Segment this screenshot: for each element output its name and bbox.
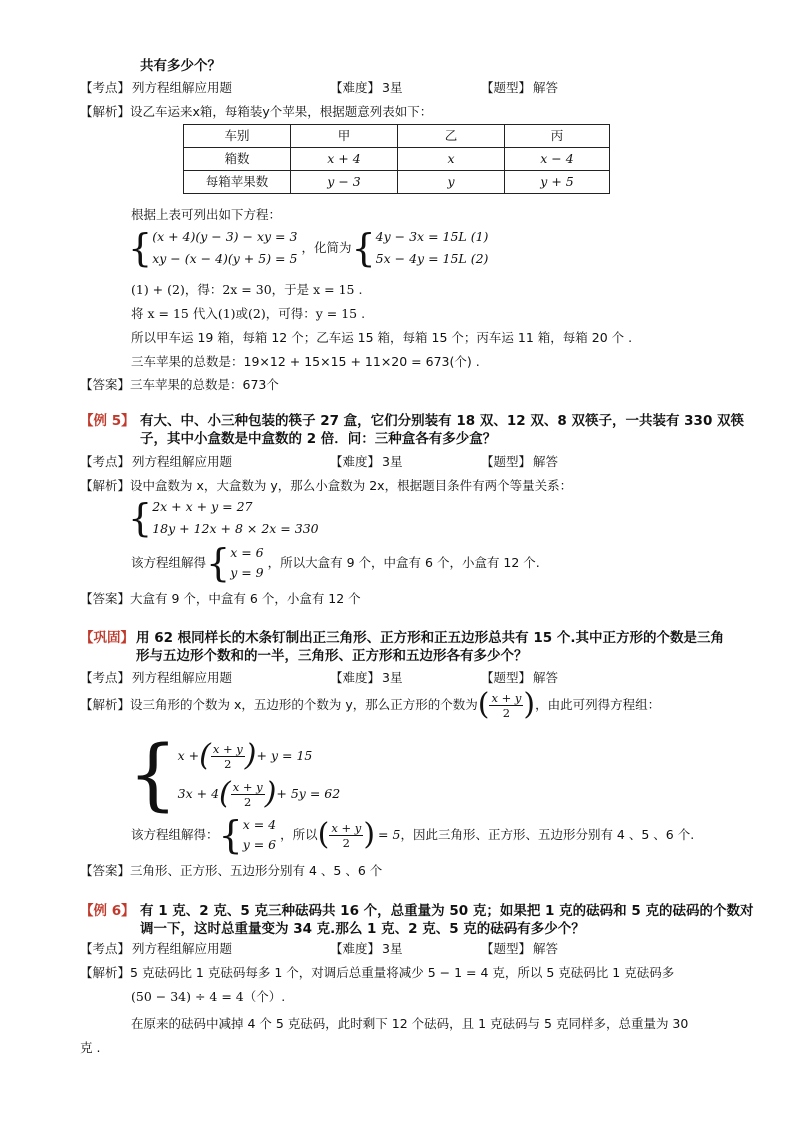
kaodian-value: 列方程组解应用题 [132, 454, 233, 469]
jiexi-text: 设乙车运来x箱，每箱装y个苹果，根据题意列表如下： [130, 104, 433, 119]
jiexi-tag: 【解析】 [80, 697, 131, 713]
paren-icon: ) [244, 738, 257, 773]
analysis-line [80, 965, 674, 981]
paren-icon: ) [363, 817, 376, 852]
table-cell: 每箱苹果数 [184, 171, 291, 194]
solution-line [131, 543, 540, 583]
tixing-tag: 【题型】 [481, 670, 532, 685]
jiexi-text: 5 克砝码比 1 克砝码每多 1 个，对调后总重量将减少 5 − 1 = 4 克，所以 5 克砝码比 1 克砝码多 [130, 965, 675, 980]
nandu-value: 3星 [382, 454, 403, 469]
daan-tag: 【答案】 [80, 377, 131, 392]
equation: x + ( $\frac{x + y}{2}$ ) + y = 15 [177, 738, 313, 773]
equation: xy − (x − 4)(y + 5) = 5 [152, 251, 298, 266]
solution: x = 6 [230, 545, 264, 560]
kaodian-tag: 【考点】 [80, 80, 131, 95]
question-text: 有大、中、小三种包装的筷子 27 盒，它们分别装有 18 双、12 双、8 双筷子，一共装有 330 双筷 [140, 413, 745, 429]
equation: 2x + x + y = 27 [152, 499, 253, 514]
brace-icon: { [351, 226, 376, 270]
example-label: 【例 6】 [80, 903, 135, 919]
meta-row [80, 941, 558, 957]
question-tail: 共有多少个？ [140, 58, 221, 74]
brace-icon: { [206, 541, 231, 585]
paren-icon: ( [477, 687, 490, 722]
analysis-line: 克 . [80, 1040, 101, 1055]
solution: y = 9 [230, 565, 264, 580]
nandu-tag: 【难度】 [330, 941, 381, 956]
kaodian-tag: 【考点】 [80, 941, 131, 956]
consolidation-line2: 形与五边形个数和的一半，三角形、正方形和五边形各有多少个？ [136, 648, 528, 664]
analysis-intro [80, 478, 572, 494]
analysis-line: 在原来的砝码中减掉 4 个 5 克砝码，此时剩下 12 个砝码，且 1 克砝码与 5 克同样多，总重量为 30 [131, 1016, 689, 1031]
paren-icon: ) [523, 687, 536, 722]
answer-row [80, 591, 361, 607]
example-5-line2: 子，其中小盒数是中盒数的 2 倍．问：三种盒各有多少盒？ [140, 431, 497, 447]
tixing-value: 解答 [533, 454, 559, 469]
analysis-line: (1) + (2)，得：2x = 30，于是 x = 15 . [131, 282, 363, 297]
consolidation-line1 [80, 630, 724, 647]
data-table [183, 124, 610, 194]
nandu-tag: 【难度】 [330, 80, 381, 95]
solution-line: 该方程组解得： { x = 4 y = 6 ，所以 ( $\frac{x + y}{2}$ ) = 5 ，因此三角形、正方形、五边形分别有 4 、5 、6 个. [131, 813, 695, 857]
answer-row [80, 377, 279, 393]
analysis-line: 三车苹果的总数是：19×12 + 15×15 + 11×20 = 673(个) . [131, 354, 480, 369]
tixing-tag: 【题型】 [481, 80, 532, 95]
fraction: $\frac{x + y}{2}$ [491, 690, 522, 720]
example-label: 【巩固】 [80, 630, 134, 646]
brace-icon: { [218, 813, 243, 857]
analysis-line: (50 − 34) ÷ 4 = 4（个）. [131, 989, 286, 1004]
nandu-value: 3星 [382, 670, 403, 685]
meta-row [80, 80, 558, 96]
meta-row [80, 454, 558, 470]
table-row [184, 171, 610, 194]
solve-mid: ，所以 [280, 827, 318, 843]
nandu-value: 3星 [382, 941, 403, 956]
tixing-tag: 【题型】 [481, 941, 532, 956]
kaodian-tag: 【考点】 [80, 670, 131, 685]
paren-icon: ( [219, 776, 231, 811]
table-cell: x [398, 148, 505, 171]
jiexi-text: 设三角形的个数为 x，五边形的个数为 y，那么正方形的个数为 [130, 697, 478, 713]
jiexi-tag: 【解析】 [80, 104, 131, 119]
equation: 18y + 12x + 8 × 2x = 330 [152, 521, 319, 536]
solution: x = 4 [242, 817, 277, 832]
kaodian-value: 列方程组解应用题 [132, 941, 233, 956]
analysis-line: 所以甲车运 19 箱，每箱 12 个；乙车运 15 箱，每箱 15 个；丙车运 11 箱，每箱 20 个 . [131, 330, 633, 345]
equation: 3x + 4 ( $\frac{x + y}{2}$ ) + 5y = 62 [177, 776, 341, 811]
kaodian-tag: 【考点】 [80, 454, 131, 469]
jiexi-tag: 【解析】 [80, 478, 131, 493]
jiexi-post: ，由此可列得方程组： [535, 697, 661, 713]
example-6-line1 [80, 903, 753, 920]
table-row [184, 148, 610, 171]
paren-icon: ( [199, 738, 211, 773]
equation: 4y − 3x = 15L (1) [375, 229, 489, 244]
table-cell: 箱数 [184, 148, 291, 171]
answer-row [80, 863, 382, 879]
analysis-line: 根据上表可列出如下方程： [131, 207, 282, 222]
solve-post: ，因此三角形、正方形、五边形分别有 4 、5 、6 个. [400, 827, 695, 843]
nandu-tag: 【难度】 [330, 454, 381, 469]
table-header: 丙 [505, 125, 610, 148]
daan-text: 大盒有 9 个，中盒有 6 个，小盒有 12 个 [130, 591, 361, 606]
nandu-tag: 【难度】 [330, 670, 381, 685]
solve-post: ，所以大盒有 9 个，中盒有 6 个，小盒有 12 个. [267, 555, 540, 571]
equation-system [128, 496, 319, 540]
example-label: 【例 5】 [80, 413, 135, 429]
daan-text: 三车苹果的总数是：673个 [130, 377, 279, 392]
table-cell: y [398, 171, 505, 194]
nandu-value: 3星 [382, 80, 403, 95]
table-header: 车别 [184, 125, 291, 148]
table-cell: x − 4 [505, 148, 610, 171]
jiexi-tag: 【解析】 [80, 965, 131, 980]
table-cell: y + 5 [505, 171, 610, 194]
question-text: 用 62 根同样长的木条钉制出正三角形、正方形和正五边形总共有 15 个.其中正方形的个数是三角 [136, 630, 725, 646]
daan-text: 三角形、正方形、五边形分别有 4 、5 、6 个 [130, 863, 383, 878]
daan-tag: 【答案】 [80, 863, 131, 878]
solve-pre: 该方程组解得 [131, 555, 207, 571]
equation-system [128, 730, 341, 820]
paren-icon: ) [264, 776, 277, 811]
analysis-intro [80, 687, 661, 722]
equation-system [128, 226, 488, 270]
solve-eq: = 5 [378, 827, 401, 843]
kaodian-value: 列方程组解应用题 [132, 80, 233, 95]
jiexi-text: 设中盒数为 x，大盒数为 y，那么小盒数为 2x，根据题目条件有两个等量关系： [130, 478, 573, 493]
solution: y = 6 [242, 837, 277, 852]
table-header: 乙 [398, 125, 505, 148]
tixing-tag: 【题型】 [481, 454, 532, 469]
tixing-value: 解答 [533, 670, 559, 685]
meta-row [80, 670, 558, 686]
example-6-line2: 调一下，这时总重量变为 34 克.那么 1 克、2 克、5 克的砝码有多少个？ [140, 921, 585, 937]
analysis-intro [80, 104, 432, 120]
table-row [184, 125, 610, 148]
table-header: 甲 [291, 125, 398, 148]
kaodian-value: 列方程组解应用题 [132, 670, 233, 685]
brace-icon: { [128, 496, 153, 540]
example-5-line1 [80, 413, 744, 430]
analysis-line: 将 x = 15 代入(1)或(2)，可得：y = 15 . [131, 306, 366, 321]
tixing-value: 解答 [533, 941, 559, 956]
equation: (x + 4)(y − 3) − xy = 3 [152, 229, 298, 244]
table-cell: x + 4 [291, 148, 398, 171]
solve-pre: 该方程组解得： [131, 827, 219, 843]
brace-icon: { [128, 730, 178, 820]
tixing-value: 解答 [533, 80, 559, 95]
table-cell: y − 3 [291, 171, 398, 194]
question-text: 有 1 克、2 克、5 克三种砝码共 16 个，总重量为 50 克；如果把 1 克的砝码和 5 克的砝码的个数对 [140, 903, 754, 919]
brace-icon: { [128, 226, 153, 270]
daan-tag: 【答案】 [80, 591, 131, 606]
simplify-label: ，化简为 [301, 240, 352, 256]
equation: 5x − 4y = 15L (2) [375, 251, 489, 266]
paren-icon: ( [317, 817, 330, 852]
